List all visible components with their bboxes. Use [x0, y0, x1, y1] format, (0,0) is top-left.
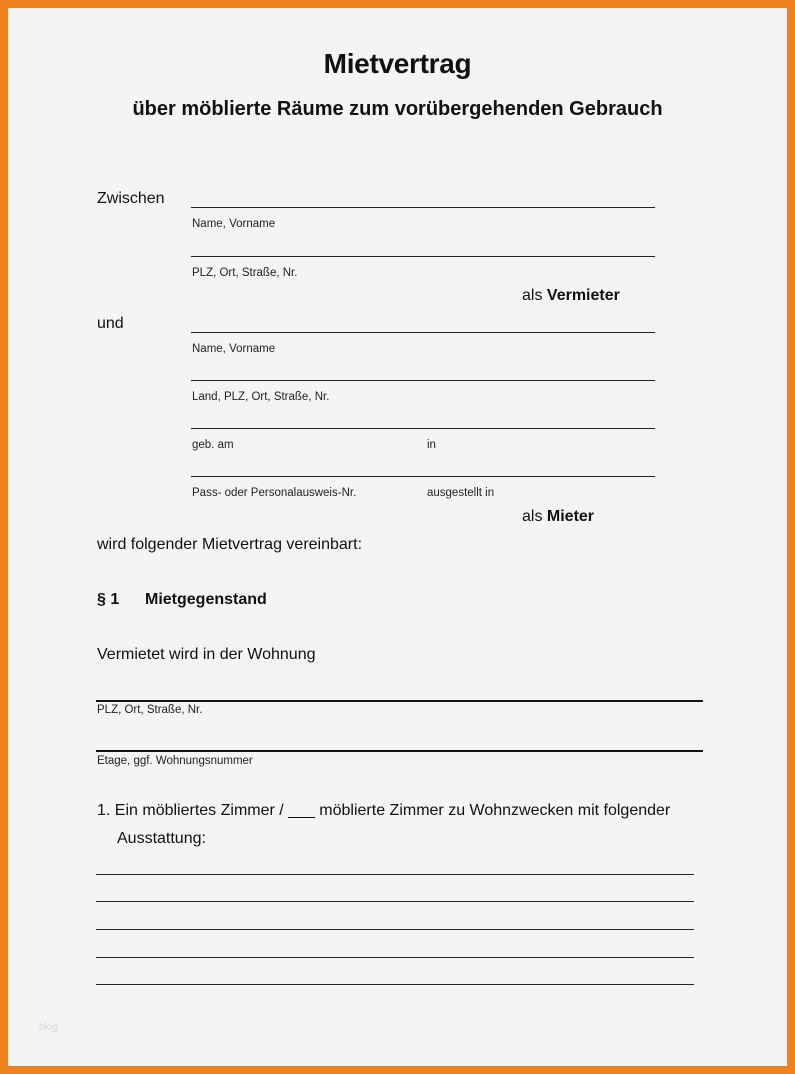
furnishing-line-3[interactable]	[96, 929, 694, 930]
agreement-text: wird folgender Mietvertrag vereinbart:	[97, 536, 363, 553]
apartment-address-label: PLZ, Ort, Straße, Nr.	[97, 704, 203, 716]
between-label: Zwischen	[97, 190, 165, 207]
tenant-role	[522, 508, 594, 526]
landlord-role-name: Vermieter	[546, 287, 620, 304]
furnishing-line-1[interactable]	[96, 874, 694, 875]
tenant-role-prefix: als	[522, 508, 543, 525]
tenant-birthplace-label: in	[427, 439, 436, 451]
apartment-floor-field[interactable]	[96, 750, 703, 752]
section-number: § 1	[97, 591, 120, 608]
document-title: Mietvertrag	[323, 48, 472, 79]
landlord-name-label: Name, Vorname	[192, 218, 276, 230]
landlord-address-label: PLZ, Ort, Straße, Nr.	[192, 267, 298, 279]
tenant-address-label: Land, PLZ, Ort, Straße, Nr.	[192, 391, 330, 403]
tenant-id-field[interactable]	[191, 476, 655, 477]
tenant-name-field[interactable]	[191, 332, 655, 333]
landlord-address-field[interactable]	[191, 256, 655, 257]
section-heading: Mietgegenstand	[145, 591, 267, 608]
furnishing-line-2[interactable]	[96, 901, 694, 902]
tenant-birth-field[interactable]	[191, 428, 655, 429]
watermark: blog	[39, 1022, 58, 1033]
apartment-address-field[interactable]	[96, 700, 703, 702]
item-1-continuation: Ausstattung:	[117, 830, 206, 847]
section-intro: Vermietet wird in der Wohnung	[97, 646, 316, 663]
apartment-floor-label: Etage, ggf. Wohnungsnummer	[97, 755, 253, 767]
item-1-text: 1. Ein möbliertes Zimmer / ___ möblierte Zimmer zu Wohnzwecken mit folgender	[97, 802, 671, 819]
landlord-role	[522, 287, 620, 305]
tenant-id-issued-label: ausgestellt in	[427, 487, 495, 499]
landlord-name-field[interactable]	[191, 207, 655, 208]
and-label: und	[97, 315, 124, 332]
tenant-address-field[interactable]	[191, 380, 655, 381]
tenant-role-name: Mieter	[546, 508, 595, 525]
tenant-name-label: Name, Vorname	[192, 343, 276, 355]
tenant-id-label: Pass- oder Personalausweis-Nr.	[192, 487, 357, 499]
landlord-role-prefix: als	[522, 287, 543, 304]
tenant-birthdate-label: geb. am	[192, 439, 234, 451]
document-subtitle: über möblierte Räume zum vorübergehenden Gebrauch	[132, 98, 663, 120]
furnishing-line-4[interactable]	[96, 957, 694, 958]
furnishing-line-5[interactable]	[96, 984, 694, 985]
